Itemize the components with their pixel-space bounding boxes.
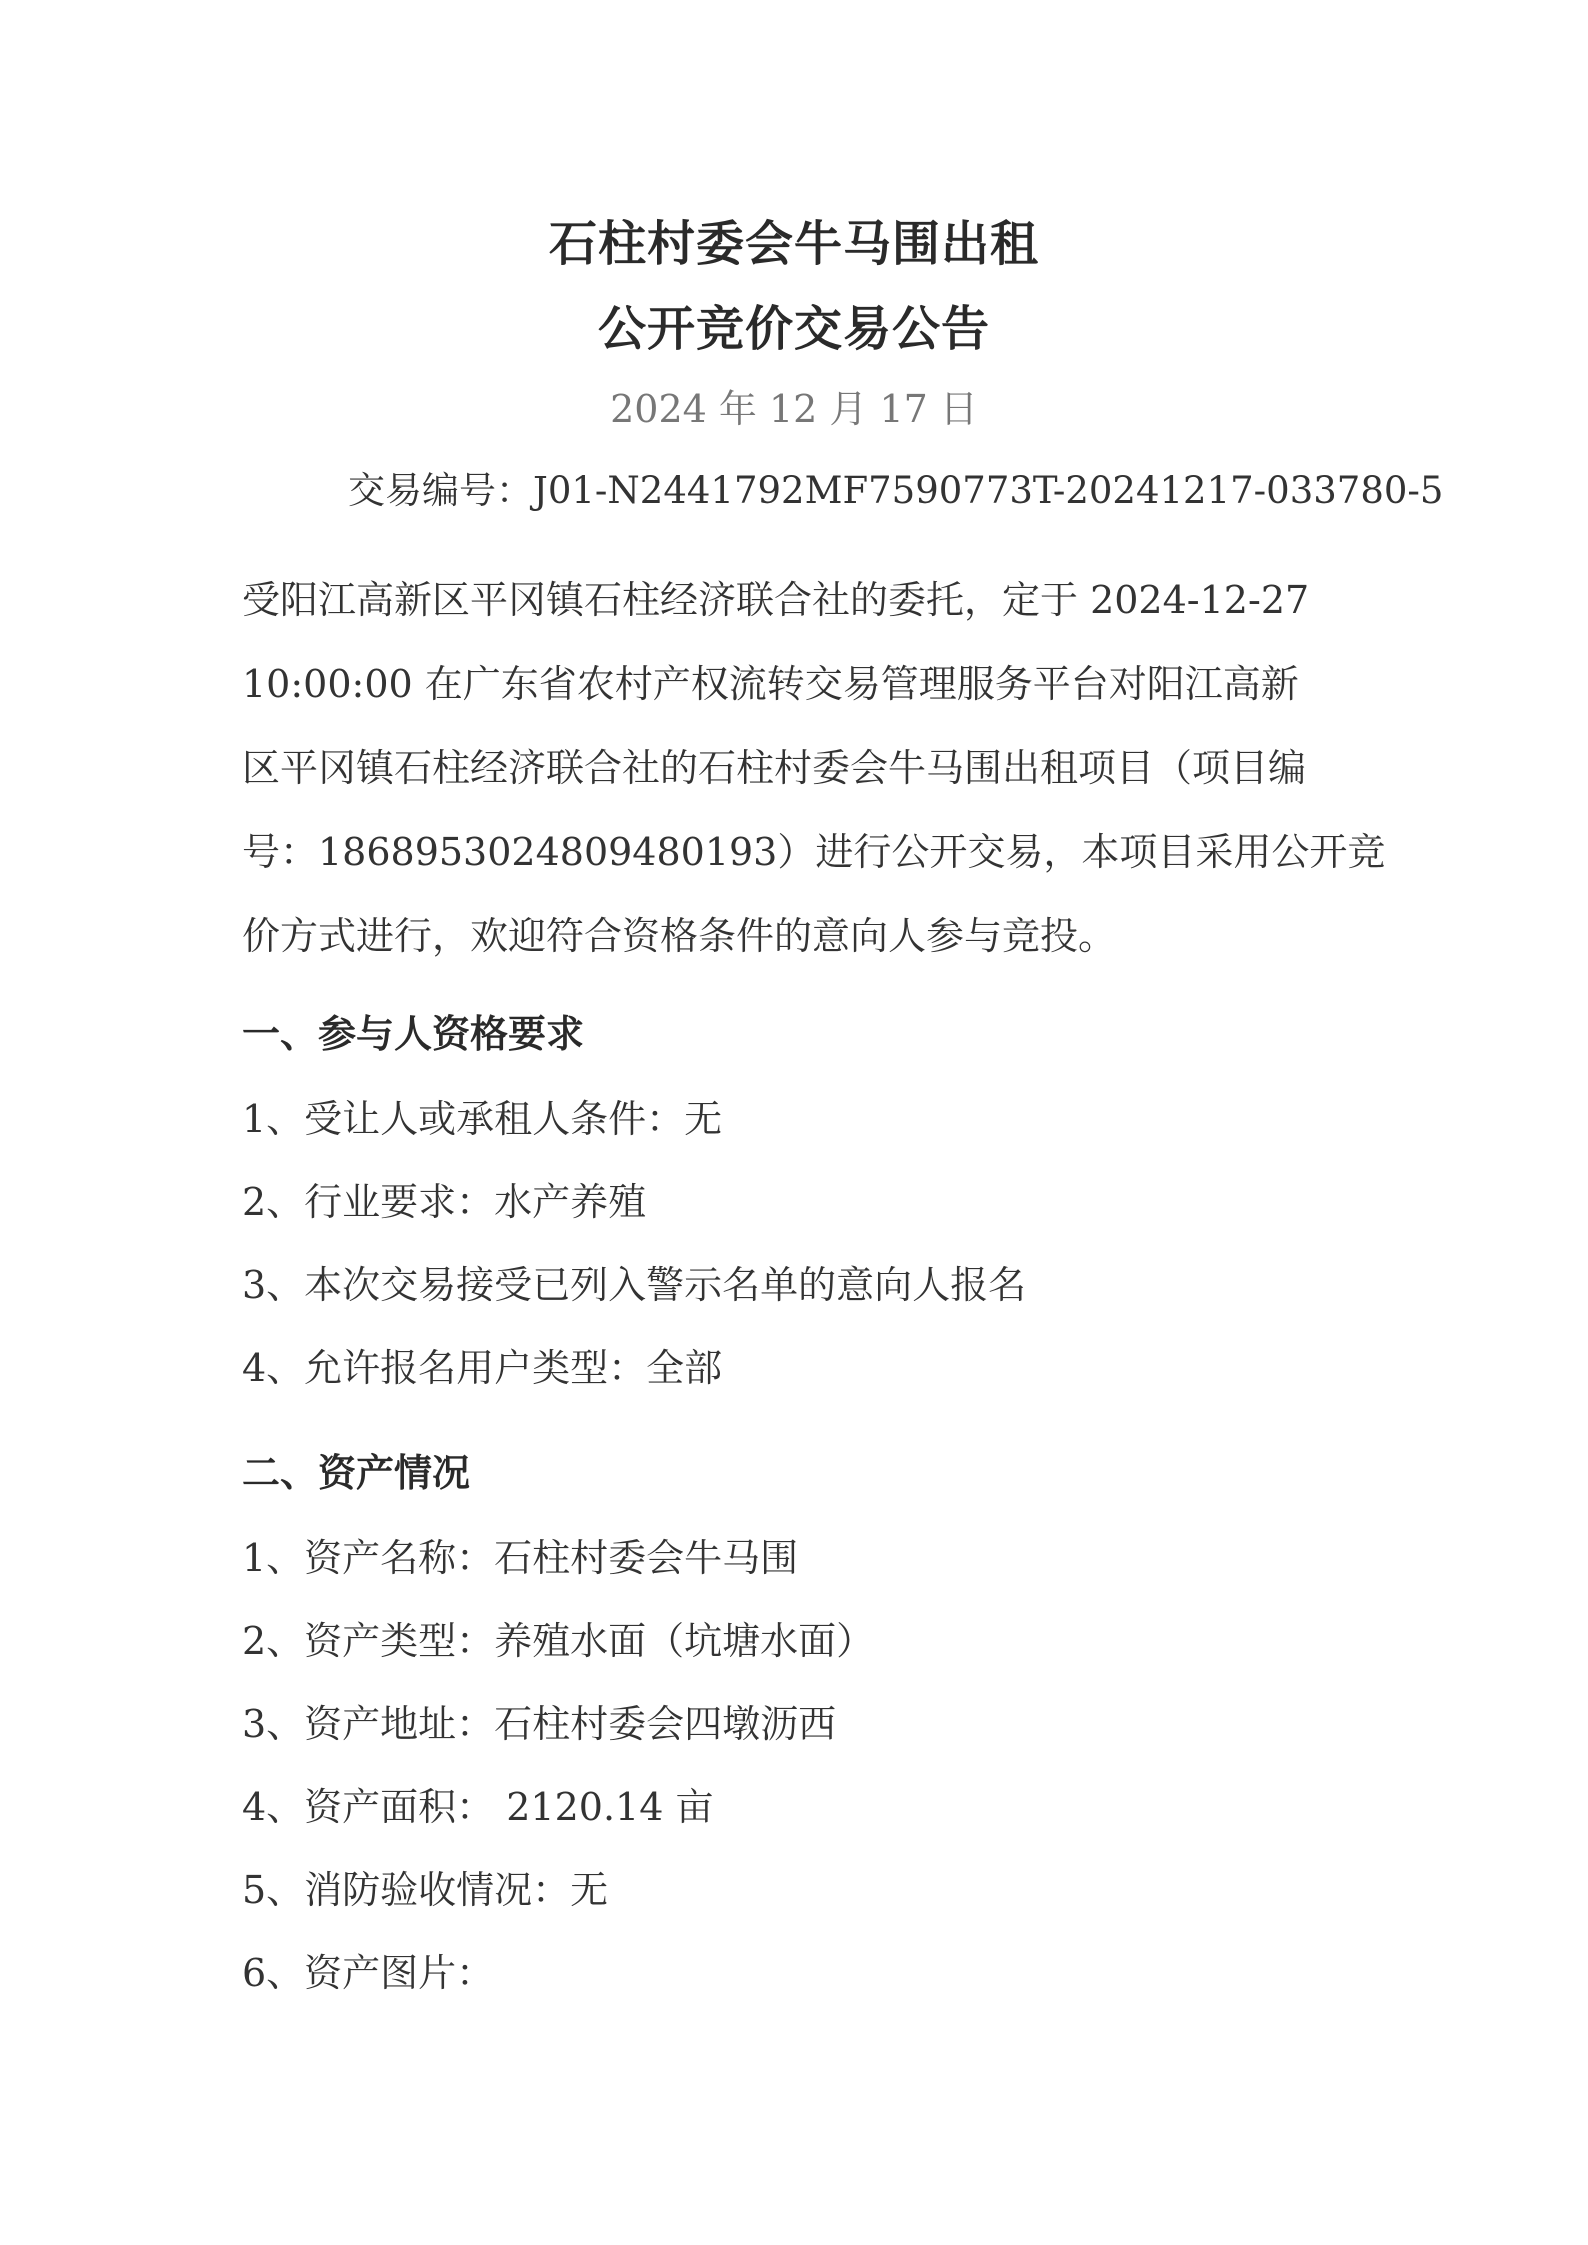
list-item: 4、资产面积： 2120.14 亩 bbox=[242, 1785, 714, 1829]
list-item: 4、允许报名用户类型：全部 bbox=[242, 1346, 723, 1390]
intro-line: 10:00:00 在广东省农村产权流转交易管理服务平台对阳江高新 bbox=[242, 662, 1299, 706]
intro-line: 受阳江高新区平冈镇石柱经济联合社的委托，定于 2024-12-27 bbox=[242, 578, 1310, 622]
document-title-line1: 石柱村委会牛马围出租 bbox=[548, 216, 1039, 272]
trade-number: 交易编号：J01-N2441792MF7590773T-20241217-033780-5 bbox=[348, 469, 1444, 512]
list-item: 3、本次交易接受已列入警示名单的意向人报名 bbox=[242, 1263, 1027, 1307]
list-item: 6、资产图片： bbox=[242, 1951, 495, 1995]
intro-paragraph bbox=[242, 558, 1386, 978]
list-item: 1、资产名称：石柱村委会牛马围 bbox=[242, 1536, 799, 1580]
list-item: 3、资产地址：石柱村委会四墩沥西 bbox=[242, 1702, 837, 1746]
intro-line: 价方式进行，欢迎符合资格条件的意向人参与竞投。 bbox=[242, 914, 1117, 958]
intro-line: 号：1868953024809480193）进行公开交易，本项目采用公开竞 bbox=[242, 830, 1386, 874]
section-heading-qualifications: 一、参与人资格要求 bbox=[242, 1011, 585, 1056]
list-item: 2、行业要求：水产养殖 bbox=[242, 1180, 647, 1224]
list-item: 5、消防验收情况：无 bbox=[242, 1868, 609, 1912]
announcement-date: 2024 年 12 月 17 日 bbox=[610, 387, 978, 431]
section-heading-assets: 二、资产情况 bbox=[242, 1450, 471, 1495]
intro-line: 区平冈镇石柱经济联合社的石柱村委会牛马围出租项目（项目编 bbox=[242, 746, 1307, 790]
list-item: 1、受让人或承租人条件：无 bbox=[242, 1097, 723, 1141]
document-title-line2: 公开竞价交易公告 bbox=[597, 301, 990, 357]
list-item: 2、资产类型：养殖水面（坑塘水面） bbox=[242, 1619, 875, 1663]
